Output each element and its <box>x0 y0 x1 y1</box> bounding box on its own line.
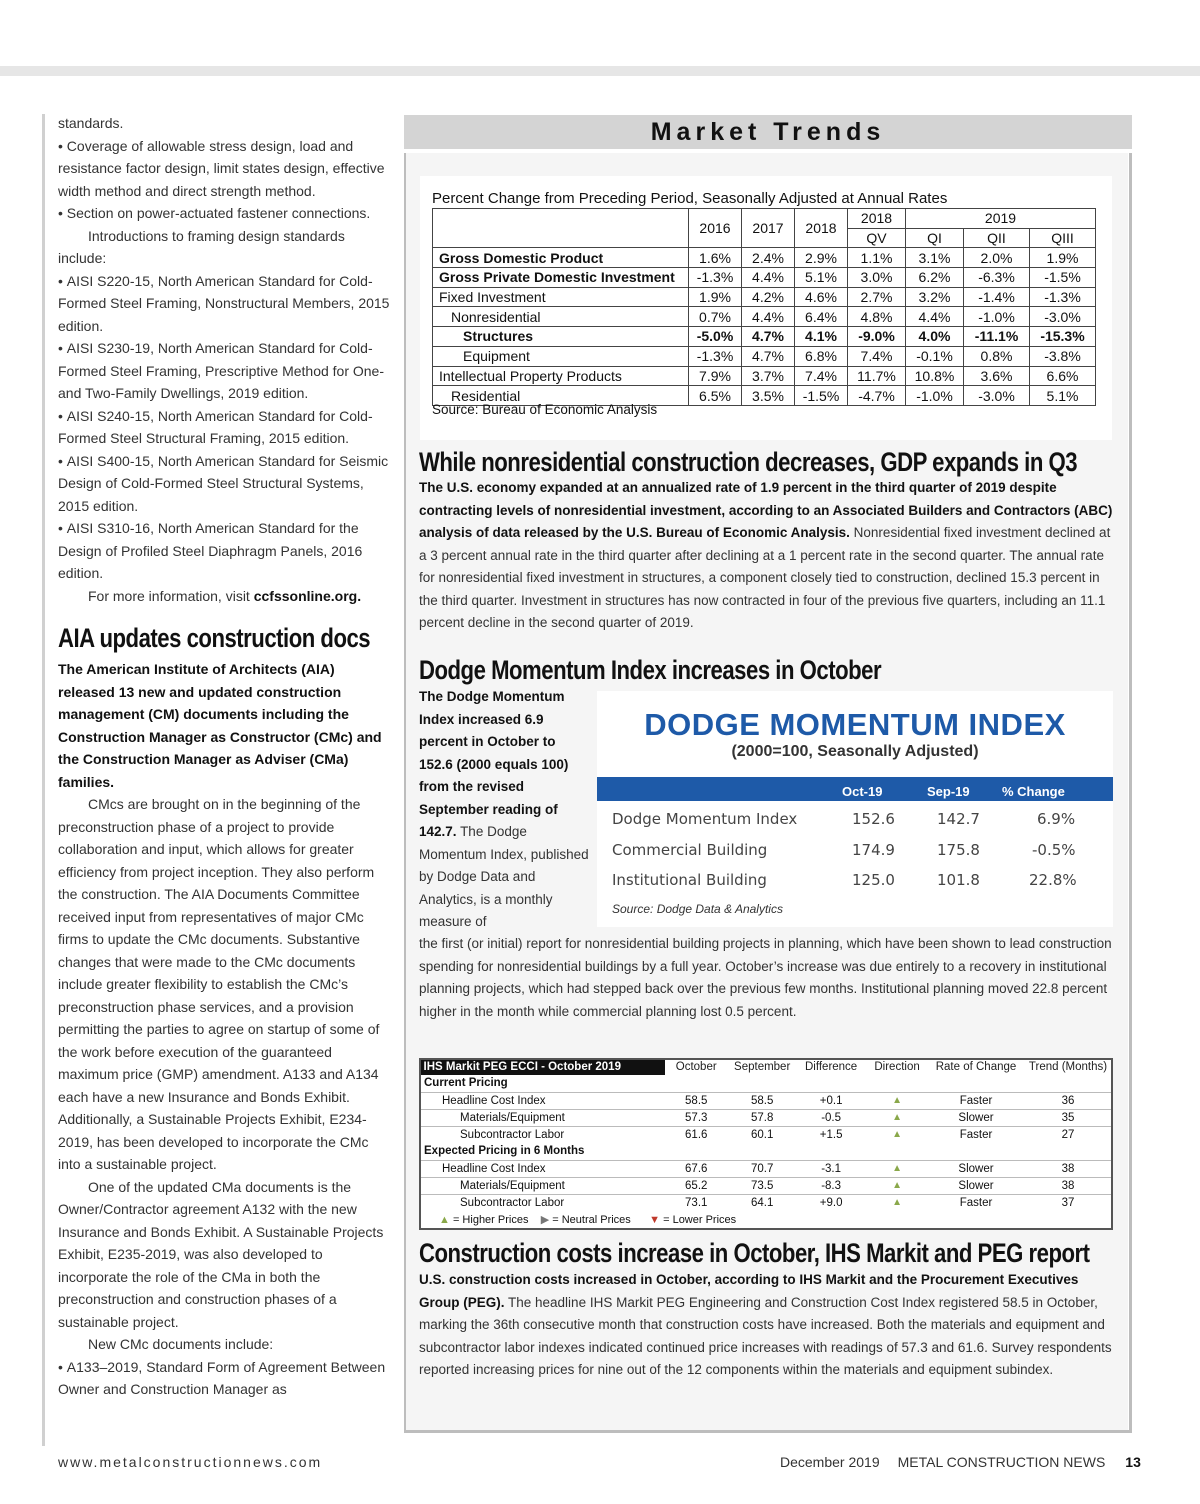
dodge-body: The Dodge Momentum Index, published by Dodge Data and Analytics, is a monthly measure of <box>419 824 589 929</box>
paragraph: Introductions to framing design standards include: <box>58 227 345 266</box>
table-cell: 3.1% <box>906 248 964 268</box>
row-label: Dodge Momentum Index <box>612 810 798 828</box>
table-cell: 57.8 <box>727 1109 797 1126</box>
table-cell: 73.1 <box>665 1194 727 1211</box>
dodge-momentum-figure <box>597 691 1113 927</box>
table-cell: 5.1% <box>1030 386 1096 406</box>
footer-info <box>780 1454 1141 1470</box>
table-cell: +9.0 <box>797 1194 865 1211</box>
bullet-item: • AISI S400-15, North American Standard for Seismic Design of Cold-Formed Steel Structural Systems, 2015 edition. <box>58 450 394 518</box>
market-trends-header <box>404 115 1132 149</box>
dodge-lead: The Dodge Momentum Index increased 6.9 percent in October to 152.6 (2000 equals 100) from the revised September reading of 142.7. <box>419 689 569 839</box>
table-cell: 4.7% <box>742 346 795 366</box>
paragraph: One of the updated CMa documents is the Owner/Contractor agreement A132 with the new Insurance and Bonds Exhibit. A Sustainable Projects Exhibit, E235-2019, was also developed to incorporate the role of the CMa in both the preconstruction and construction phases of a sustainable project. <box>58 1178 384 1330</box>
direction-up-icon: ▲ <box>865 1194 929 1211</box>
ihs-expected-rows <box>420 1160 1114 1211</box>
ihs-legend <box>439 1213 736 1226</box>
cell-value: 174.9 <box>852 841 895 859</box>
row-label: Materials/Equipment <box>420 1109 666 1126</box>
paragraph: CMcs are brought on in the beginning of the preconstruction phase of a project to provide collaboration and input, which allows for greater efficiency from project inception. They also perform the construction. The AIA Documents Committee received input from representatives of major CMc firms to update the CMc documents. Substantive changes that were made to the CMc documents include greater flexibility to establish the CMc’s preconstruction phase services, and a provision permitting the parties to agree on startup of some of the work before execution of the guaranteed maximum price (GMP) amendment. A133 and A134 each have a new Insurance and Bonds Exhibit. Additionally, a Sustainable Projects Exhibit, E234-2019, has been developed to incorporate the CMc into a sustainable project. <box>58 796 380 1172</box>
dodge-body-continued: the first (or initial) report for nonresidential building projects in planning, which have been shown to lead construction spending for nonresidential buildings by a full year. October’s increase was due entirely to a recovery in institutional planning projects, which had stepped back over the previous few months. Institutional planning moved 22.8 percent higher in the month while commercial planning lost 0.5 percent. <box>419 936 1112 1019</box>
column-header: 2018 <box>795 209 848 248</box>
column-header: Sep-19 <box>927 784 970 799</box>
table-row <box>420 1126 1114 1143</box>
table-cell: 3.2% <box>906 287 964 307</box>
column-header: QIII <box>1030 228 1096 248</box>
table-cell: 2.0% <box>964 248 1030 268</box>
table-header-row <box>433 209 1096 229</box>
table-cell: 4.6% <box>795 287 848 307</box>
row-label: Gross Domestic Product <box>433 248 689 268</box>
row-label: Headline Cost Index <box>420 1092 666 1109</box>
dodge-figure-title: DODGE MOMENTUM INDEX <box>644 707 1066 742</box>
column-header: 2017 <box>742 209 795 248</box>
cell-value: 142.7 <box>937 810 980 828</box>
bullet-item: • AISI S310-16, North American Standard for the Design of Profiled Steel Diaphragm Panels, 2016 edition. <box>58 517 394 585</box>
table-cell: 3.6% <box>964 366 1030 386</box>
legend-label: = Neutral Prices <box>552 1214 631 1226</box>
column-group-header: 2019 <box>906 209 1096 229</box>
paragraph: New CMc documents include: <box>88 1336 274 1352</box>
legend-label: = Higher Prices <box>452 1214 529 1226</box>
left-column <box>58 112 394 1401</box>
table-corner <box>433 209 689 248</box>
gdp-heading: While nonresidential construction decreases, GDP expands in Q3 <box>419 447 1078 477</box>
ihs-table-caption: IHS Markit PEG ECCI - October 2019 <box>420 1058 666 1075</box>
column-header: QV <box>848 228 906 248</box>
table-cell: 11.7% <box>848 366 906 386</box>
table-cell: 6.8% <box>795 346 848 366</box>
table-cell: 38 <box>1023 1177 1113 1194</box>
dodge-heading: Dodge Momentum Index increases in October <box>419 655 882 685</box>
column-header: % Change <box>1002 784 1065 799</box>
section-row <box>420 1075 1114 1092</box>
cell-value: 152.6 <box>852 810 895 828</box>
ihs-article <box>419 1269 1119 1382</box>
row-label: Nonresidential <box>433 307 689 327</box>
table-cell: +0.1 <box>797 1092 865 1109</box>
table-cell: 10.8% <box>906 366 964 386</box>
table-row <box>433 346 1096 366</box>
table-cell: 1.9% <box>1030 248 1096 268</box>
table-cell: 4.2% <box>742 287 795 307</box>
table-cell: Slower <box>929 1160 1023 1177</box>
cell-value: 101.8 <box>937 871 980 889</box>
table-cell: 35 <box>1023 1109 1113 1126</box>
table-cell: 4.8% <box>848 307 906 327</box>
table-row <box>433 268 1096 288</box>
row-label: Materials/Equipment <box>420 1177 666 1194</box>
row-label: Subcontractor Labor <box>420 1194 666 1211</box>
row-label: Headline Cost Index <box>420 1160 666 1177</box>
table-cell: -6.3% <box>964 268 1030 288</box>
cell-value: 125.0 <box>852 871 895 889</box>
higher-prices-icon: ▲ <box>439 1214 450 1226</box>
cell-value: -0.5% <box>1032 841 1076 859</box>
table-cell: -1.3% <box>689 268 742 288</box>
bullet-item: • Section on power-actuated fastener connections. <box>58 202 394 225</box>
table-cell: 36 <box>1023 1092 1113 1109</box>
table-cell: 4.0% <box>906 327 964 347</box>
table-cell: 61.6 <box>665 1126 727 1143</box>
column-header: Trend (Months) <box>1028 1060 1108 1073</box>
bullet-item: • Coverage of allowable stress design, load and resistance factor design, limit states design, effective width method and direct strength method. <box>58 135 394 203</box>
table-cell: 7.9% <box>689 366 742 386</box>
table-cell: 4.4% <box>906 307 964 327</box>
table-cell: 58.5 <box>665 1092 727 1109</box>
gdp-body: Nonresidential fixed investment declined at a 3 percent annual rate in the third quarter after declining at a 1 percent rate in the second quarter. The annual rate for nonresidential fixed investment in structures, a component closely tied to construction, declined 15.3 percent in the third quarter. Investment in structures has now contracted in four of the previous five quarters, including an 11.1 percent decline in the second quarter of 2019. <box>419 525 1111 630</box>
column-header: Oct-19 <box>842 784 883 799</box>
ccfss-link[interactable]: ccfssonline.org. <box>253 587 362 604</box>
table-cell: -8.3 <box>797 1177 865 1194</box>
row-label: Fixed Investment <box>433 287 689 307</box>
table-cell: 2.4% <box>742 248 795 268</box>
row-label: Residential <box>433 386 689 406</box>
dodge-article <box>419 686 589 934</box>
table-cell: 1.1% <box>848 248 906 268</box>
table-cell: -3.1 <box>797 1160 865 1177</box>
page-number: 13 <box>1125 1454 1141 1470</box>
direction-up-icon: ▲ <box>865 1092 929 1109</box>
issue-date: December 2019 <box>780 1454 880 1470</box>
table-cell: -0.5 <box>797 1109 865 1126</box>
table-cell: 4.4% <box>742 268 795 288</box>
bullet-item: • AISI S220-15, North American Standard for Cold-Formed Steel Framing, Nonstructural Members, 2015 edition. <box>58 270 394 338</box>
more-info-line <box>58 585 394 608</box>
table-cell: -15.3% <box>1030 327 1096 347</box>
row-label: Equipment <box>433 346 689 366</box>
column-header: Difference <box>805 1060 858 1073</box>
table-cell: -1.4% <box>964 287 1030 307</box>
ihs-table-figure <box>419 1058 1113 1230</box>
table-cell: -1.5% <box>1030 268 1096 288</box>
table-cell: 6.6% <box>1030 366 1096 386</box>
market-trends-title: Market Trends <box>650 118 886 146</box>
row-label: Structures <box>433 327 689 347</box>
column-header: 2016 <box>689 209 742 248</box>
table-cell: -3.8% <box>1030 346 1096 366</box>
table-cell: 1.9% <box>689 287 742 307</box>
bullet-item: • AISI S230-19, North American Standard for Cold-Formed Steel Framing, Prescriptive Method for One- and Two-Family Dwellings, 2019 edition. <box>58 337 394 405</box>
table-cell: 5.1% <box>795 268 848 288</box>
table-cell: 4.4% <box>742 307 795 327</box>
table-row <box>433 307 1096 327</box>
bullet-item: • A133–2019, Standard Form of Agreement Between Owner and Construction Manager as <box>58 1356 394 1401</box>
table-cell: 27 <box>1023 1126 1113 1143</box>
table-row <box>420 1109 1114 1126</box>
column-header: QII <box>964 228 1030 248</box>
cell-value: 175.8 <box>937 841 980 859</box>
row-label: Subcontractor Labor <box>420 1126 666 1143</box>
table-cell: -3.0% <box>964 386 1030 406</box>
dodge-header-bar <box>597 777 1113 801</box>
gdp-table-title: Percent Change from Preceding Period, Seasonally Adjusted at Annual Rates <box>432 190 948 207</box>
table-cell: -9.0% <box>848 327 906 347</box>
table-cell: -1.3% <box>689 346 742 366</box>
table-cell: 1.6% <box>689 248 742 268</box>
legend-label: = Lower Prices <box>663 1214 737 1226</box>
neutral-prices-icon: ▶ <box>540 1214 550 1226</box>
table-cell: -1.0% <box>906 386 964 406</box>
table-cell: 6.2% <box>906 268 964 288</box>
table-cell: 60.1 <box>727 1126 797 1143</box>
table-cell: 2.7% <box>848 287 906 307</box>
column-header: Direction <box>874 1060 920 1073</box>
direction-up-icon: ▲ <box>865 1109 929 1126</box>
direction-up-icon: ▲ <box>865 1160 929 1177</box>
publication-name: METAL CONSTRUCTION NEWS <box>897 1454 1106 1470</box>
gdp-table-figure <box>420 176 1112 440</box>
table-cell: 7.4% <box>848 346 906 366</box>
table-cell: 6.4% <box>795 307 848 327</box>
more-info-text: For more information, visit <box>88 587 250 604</box>
table-cell: -4.7% <box>848 386 906 406</box>
table-row <box>420 1177 1114 1194</box>
section-label: Current Pricing <box>420 1075 1114 1092</box>
direction-up-icon: ▲ <box>865 1126 929 1143</box>
section-row <box>420 1143 1114 1160</box>
ihs-lead: U.S. construction costs increased in October, according to IHS Markit and the Procurement Executives Group (PEG). <box>419 1272 1079 1310</box>
table-cell: 65.2 <box>665 1177 727 1194</box>
table-cell: 73.5 <box>727 1177 797 1194</box>
table-row <box>420 1160 1114 1177</box>
ihs-current-rows <box>420 1092 1114 1143</box>
table-cell: -11.1% <box>964 327 1030 347</box>
row-label: Intellectual Property Products <box>433 366 689 386</box>
gdp-lead: The U.S. economy expanded at an annualized rate of 1.9 percent in the third quarter of 2019 despite contracting levels of nonresidential investment, according to an Associated Builders and Contractors (ABC) analysis of data released by the U.S. Bureau of Economic Analysis. <box>419 480 1113 540</box>
table-row <box>433 287 1096 307</box>
table-cell: 7.4% <box>795 366 848 386</box>
table-cell: -0.1% <box>906 346 964 366</box>
footer-url[interactable]: www.metalconstructionnews.com <box>58 1454 323 1470</box>
table-cell: 0.7% <box>689 307 742 327</box>
cell-value: 6.9% <box>1037 810 1076 828</box>
aia-heading: AIA updates construction docs <box>58 623 371 653</box>
paragraph: standards. <box>58 115 124 131</box>
table-cell: 37 <box>1023 1194 1113 1211</box>
table-cell: -5.0% <box>689 327 742 347</box>
table-cell: 6.5% <box>689 386 742 406</box>
lower-prices-icon: ▼ <box>649 1214 661 1226</box>
table-cell: +1.5 <box>797 1126 865 1143</box>
gdp-table-body <box>433 248 1096 406</box>
column-header: September <box>734 1060 791 1073</box>
table-row <box>433 327 1096 347</box>
direction-up-icon: ▲ <box>865 1177 929 1194</box>
ihs-heading: Construction costs increase in October, IHS Markit and PEG report <box>419 1238 1090 1268</box>
cell-value: 22.8% <box>1029 871 1077 889</box>
table-cell: Slower <box>929 1109 1023 1126</box>
aia-lead: The American Institute of Architects (AIA) released 13 new and updated construction management (CM) documents including the Construction Manager as Constructor (CMc) and the Construction Manager as Adviser (CMa) families. <box>58 661 382 790</box>
column-header: Rate of Change <box>935 1060 1017 1073</box>
table-header-row <box>420 1058 1114 1075</box>
gdp-table-source: Source: Bureau of Economic Analysis <box>432 402 658 417</box>
table-cell: 3.5% <box>742 386 795 406</box>
table-cell: -1.3% <box>1030 287 1096 307</box>
table-cell: 0.8% <box>964 346 1030 366</box>
ihs-table <box>419 1058 1113 1211</box>
top-band <box>0 66 1200 76</box>
table-cell: 70.7 <box>727 1160 797 1177</box>
row-label: Commercial Building <box>612 841 768 859</box>
table-cell: Faster <box>929 1194 1023 1211</box>
bullet-item: • AISI S240-15, North American Standard for Cold-Formed Steel Structural Framing, 2015 edition. <box>58 405 394 450</box>
table-cell: 57.3 <box>665 1109 727 1126</box>
table-cell: 3.7% <box>742 366 795 386</box>
table-row <box>433 248 1096 268</box>
table-cell: -3.0% <box>1030 307 1096 327</box>
column-group-header: 2018 <box>848 209 906 229</box>
dodge-figure-source: Source: Dodge Data & Analytics <box>612 902 783 916</box>
table-cell: -1.5% <box>795 386 848 406</box>
column-rule <box>42 114 45 1446</box>
table-cell: 38 <box>1023 1160 1113 1177</box>
row-label: Institutional Building <box>612 871 767 889</box>
table-row <box>420 1092 1114 1109</box>
panel-rule <box>404 153 406 1433</box>
section-label: Expected Pricing in 6 Months <box>420 1143 1114 1160</box>
table-cell: Faster <box>929 1092 1023 1109</box>
gdp-table <box>432 208 1096 406</box>
gdp-article <box>419 477 1119 635</box>
ihs-body: The headline IHS Markit PEG Engineering and Construction Cost Index registered 58.5 in October, marking the 36th consecutive month that construction costs have increased. Both the materials and equipment and subcontractor labor indexes indicated continued price increases with readings of 57.3 and 61.6. Survey respondents reported increasing prices for nine out of the 12 components within the materials and equipment subindex. <box>419 1294 1112 1377</box>
table-cell: 58.5 <box>727 1092 797 1109</box>
table-cell: 4.1% <box>795 327 848 347</box>
table-row <box>433 366 1096 386</box>
table-row <box>420 1194 1114 1211</box>
table-cell: Slower <box>929 1177 1023 1194</box>
row-label: Gross Private Domestic Investment <box>433 268 689 288</box>
table-cell: 64.1 <box>727 1194 797 1211</box>
table-cell: -1.0% <box>964 307 1030 327</box>
column-header: QI <box>906 228 964 248</box>
table-cell: 2.9% <box>795 248 848 268</box>
dodge-figure-subtitle: (2000=100, Seasonally Adjusted) <box>731 743 979 760</box>
table-cell: 3.0% <box>848 268 906 288</box>
table-cell: 4.7% <box>742 327 795 347</box>
column-header: October <box>675 1060 717 1073</box>
table-cell: 67.6 <box>665 1160 727 1177</box>
table-cell: Faster <box>929 1126 1023 1143</box>
